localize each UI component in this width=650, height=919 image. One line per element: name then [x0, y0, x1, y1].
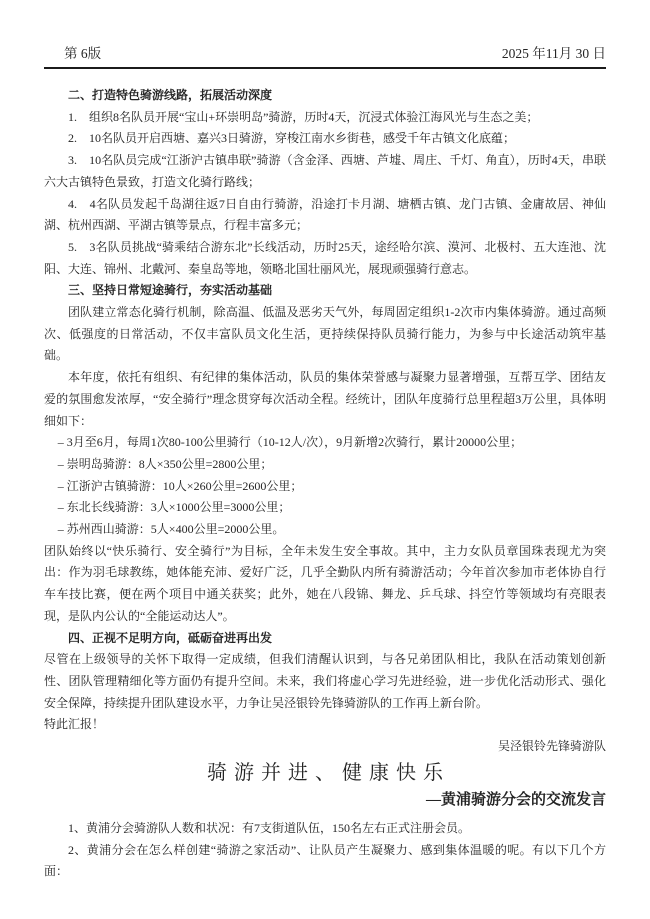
- section-4-paragraph: 尽管在上级领导的关怀下取得一定成绩，但我们清醒认识到，与各兄弟团队相比，我队在活动策划创新性、团队管理精细化等方面仍有提升空间。未来，我们将虚心学习先进经验，进一步优化活动形式、强化安全保障，持续提升团队建设水平，力争让吴泾银铃先锋骑游队的工作再上新台阶。: [44, 652, 606, 710]
- section-4-heading: 四、正视不足明方向，砥砺奋进再出发: [68, 630, 273, 645]
- mileage-item-1: – 3月至6月，每周1次80-100公里骑行（10-12人/次），9月新增2次骑行，累计20000公里；: [57, 435, 523, 450]
- section-3-paragraph-2: 本年度，依托有组织、有纪律的集体活动，队员的集体荣誉感与凝聚力显著增强，互帮互学、团结友爱的氛围愈发浓厚，“安全骑行”理念贯穿每次活动全程。经统计，团队年度骑行总里程超3万公里，具体明细如下：: [44, 370, 606, 428]
- speech-paragraph-1: 1、黄浦分会骑游队人数和状况：有7支街道队伍，150名左右正式注册会员。: [68, 820, 471, 835]
- section-3-paragraph-1: 团队建立常态化骑行机制，除高温、低温及恶劣天气外，每周固定组织1-2次市内集体骑游。通过高频次、低强度的日常活动，不仅丰富队员文化生活，更持续保持队员骑行能力，为参与中长途活动筑牢基础。: [44, 305, 606, 363]
- document-body: [44, 85, 606, 883]
- section-3-heading: 三、坚持日常短途骑行，夯实活动基础: [68, 283, 273, 298]
- mileage-item-5: – 苏州西山骑游：5人×400公里=2000公里。: [57, 522, 285, 537]
- signature-line: 吴泾银铃先锋骑游队: [497, 739, 606, 754]
- closing-line: 特此汇报！: [44, 717, 105, 732]
- route-item-3: 3. 10名队员完成“江浙沪古镇串联”骑游（含金泽、西塘、芦墟、周庄、千灯、角直），历时4天，串联六大古镇特色景致，打造文化骑行路线；: [44, 153, 606, 189]
- section-3-paragraph-3: 团队始终以“快乐骑行、安全骑行”为目标，全年未发生安全事故。其中，主力女队员章国珠表现尤为突出：作为羽毛球教练，她体能充沛、爱好广泛，几乎全勤队内所有骑游活动；今年首次参加市老体协自行车车技比赛，便在两个项目中通关获奖；此外，她在八段锦、舞龙、乒乓球、抖空竹等领域均有亮眼表现，是队内公认的“全能运动达人”。: [44, 543, 606, 623]
- issue-date: 2025 年11月 30 日: [501, 46, 606, 61]
- mileage-item-3: – 江浙沪古镇骑游：10人×260公里=2600公里；: [57, 478, 303, 493]
- speech-paragraph-2: 2、黄浦分会在怎么样创建“骑游之家活动”、让队员产生凝聚力、感到集体温暖的呢。有以下几个方面：: [44, 842, 606, 879]
- route-item-1: 1. 组织8名队员开展“宝山+环崇明岛”骑游，历时4天，沉浸式体验江海风光与生态之美；: [68, 109, 539, 124]
- speech-byline: —黄浦骑游分会的交流发言: [425, 791, 606, 808]
- route-item-5: 5. 3名队员挑战“骑乘结合游东北”长线活动，历时25天，途经哈尔滨、漠河、北极村、五大连池、沈阳、大连、锦州、北戴河、秦皇岛等地，领略北国壮丽风光，展现顽强骑行意志。: [44, 239, 606, 276]
- route-item-4: 4. 4名队员发起千岛湖往返7日自由行骑游，沿途打卡月湖、塘栖古镇、龙门古镇、金庸故居、神仙湖、杭州西湖、平湖古镇等景点，行程丰富多元；: [44, 196, 606, 233]
- speech-title: 骑游并进、健康快乐: [207, 761, 450, 784]
- page-number: 第 6版: [64, 46, 102, 61]
- mileage-item-4: – 东北长线骑游：3人×1000公里=3000公里；: [57, 500, 291, 515]
- mileage-item-2: – 崇明岛骑游：8人×350公里=2800公里；: [57, 456, 273, 471]
- section-2-heading: 二、打造特色骑游线路，拓展活动深度: [68, 88, 273, 102]
- route-item-2: 2. 10名队员开启西塘、嘉兴3日骑游，穿梭江南水乡街巷，感受千年古镇文化底蕴；: [68, 131, 516, 146]
- page-header: [44, 46, 606, 69]
